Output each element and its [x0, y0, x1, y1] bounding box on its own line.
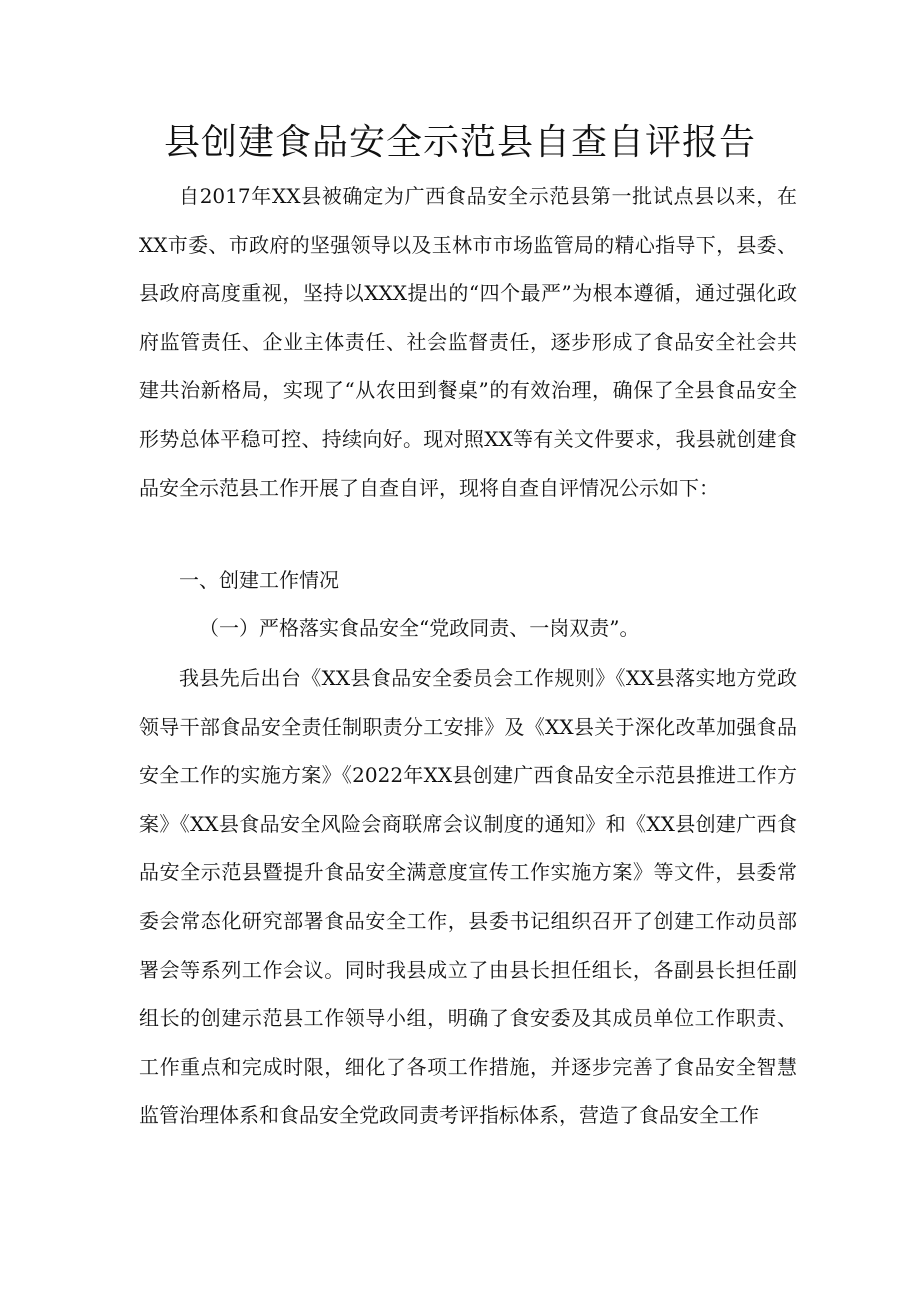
body-paragraph: 我县先后出台《XX县食品安全委员会工作规则》《XX县落实地方党政领导干部食品安全责任制职责分工安排》及《XX县关于深化改革加强食品安全工作的实施方案》《2022年XX县创建广西食品安全示范县推进工作方案》《XX县食品安全风险会商联席会议制度的通知》和《XX县创建广西食品安全示范县暨提升食品安全满意度宣传工作实施方案》等文件，县委常委会常态化研究部署食品安全工作，县委书记组织召开了创建工作动员部署会等系列工作会议。同时我县成立了由县长担任组长，各副县长担任副组长的创建示范县工作领导小组，明确了食安委及其成员单位工作职责、工作重点和完成时限，细化了各项工作措施，并逐步完善了食品安全智慧监管治理体系和食品安全党政同责考评指标体系，营造了食品安全工作: [139, 666, 797, 1128]
document-title: 县创建食品安全示范县自查自评报告: [163, 122, 756, 163]
intro-paragraph: 自2017年XX县被确定为广西食品安全示范县第一批试点县以来，在XX市委、市政府的坚强领导以及玉林市市场监管局的精心指导下，县委、县政府高度重视，坚持以XXX提出的“四个最严”为根本遵循，通过强化政府监管责任、企业主体责任、社会监督责任，逐步形成了食品安全社会共建共治新格局，实现了“从农田到餐桌”的有效治理，确保了全县食品安全形势总体平稳可控、持续向好。现对照XX等有关文件要求，我县就创建食品安全示范县工作开展了自查自评，现将自查自评情况公示如下：: [139, 184, 797, 500]
section-heading: 一、创建工作情况: [179, 568, 339, 592]
subsection-heading: （一）严格落实食品安全“党政同责、一岗双责”。: [199, 616, 640, 640]
